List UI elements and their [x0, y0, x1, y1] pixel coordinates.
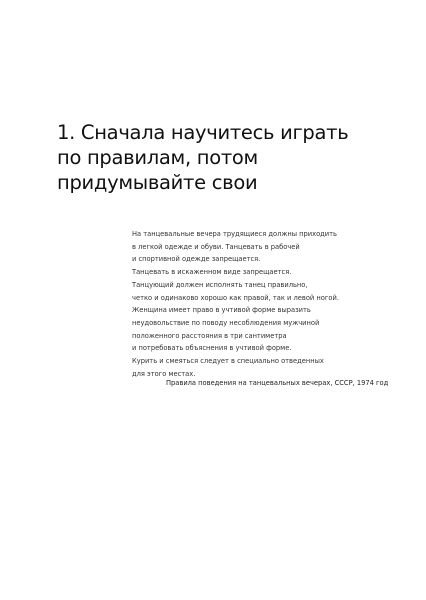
chapter-title-line: 1. Сначала научитесь играть — [57, 121, 349, 144]
epigraph-quote — [132, 228, 372, 380]
chapter-title-line: придумывайте свои — [57, 171, 258, 194]
quote-line: в легкой одежде и обуви. Танцевать в рабочей — [132, 242, 300, 251]
quote-line: Танцующий должен исполнять танец правильно, — [132, 280, 308, 289]
quote-line: и спортивной одежде запрещается. — [132, 255, 261, 264]
quote-line: неудовольствие по поводу несоблюдения мужчиной — [132, 318, 320, 327]
chapter-title-line: по правилам, потом — [57, 146, 258, 169]
quote-line: Курить и смеяться следует в специально отведенных — [132, 357, 324, 366]
quote-line: положенного расстояния в три сантиметра — [132, 331, 287, 340]
quote-line: для этого местах. — [132, 369, 196, 378]
quote-line: Танцевать в искаженном виде запрещается. — [132, 268, 292, 277]
quote-attribution: Правила поведения на танцевальных вечерах, СССР, 1974 год — [166, 379, 389, 387]
quote-line: четко и одинаково хорошо как правой, так и левой ногой. — [132, 293, 339, 302]
quote-line: На танцевальные вечера трудящиеся должны приходить — [132, 230, 337, 238]
chapter-title — [57, 120, 348, 195]
quote-line: Женщина имеет право в учтивой форме выразить — [132, 306, 311, 315]
quote-line: и потребовать объяснения в учтивой форме. — [132, 344, 292, 353]
